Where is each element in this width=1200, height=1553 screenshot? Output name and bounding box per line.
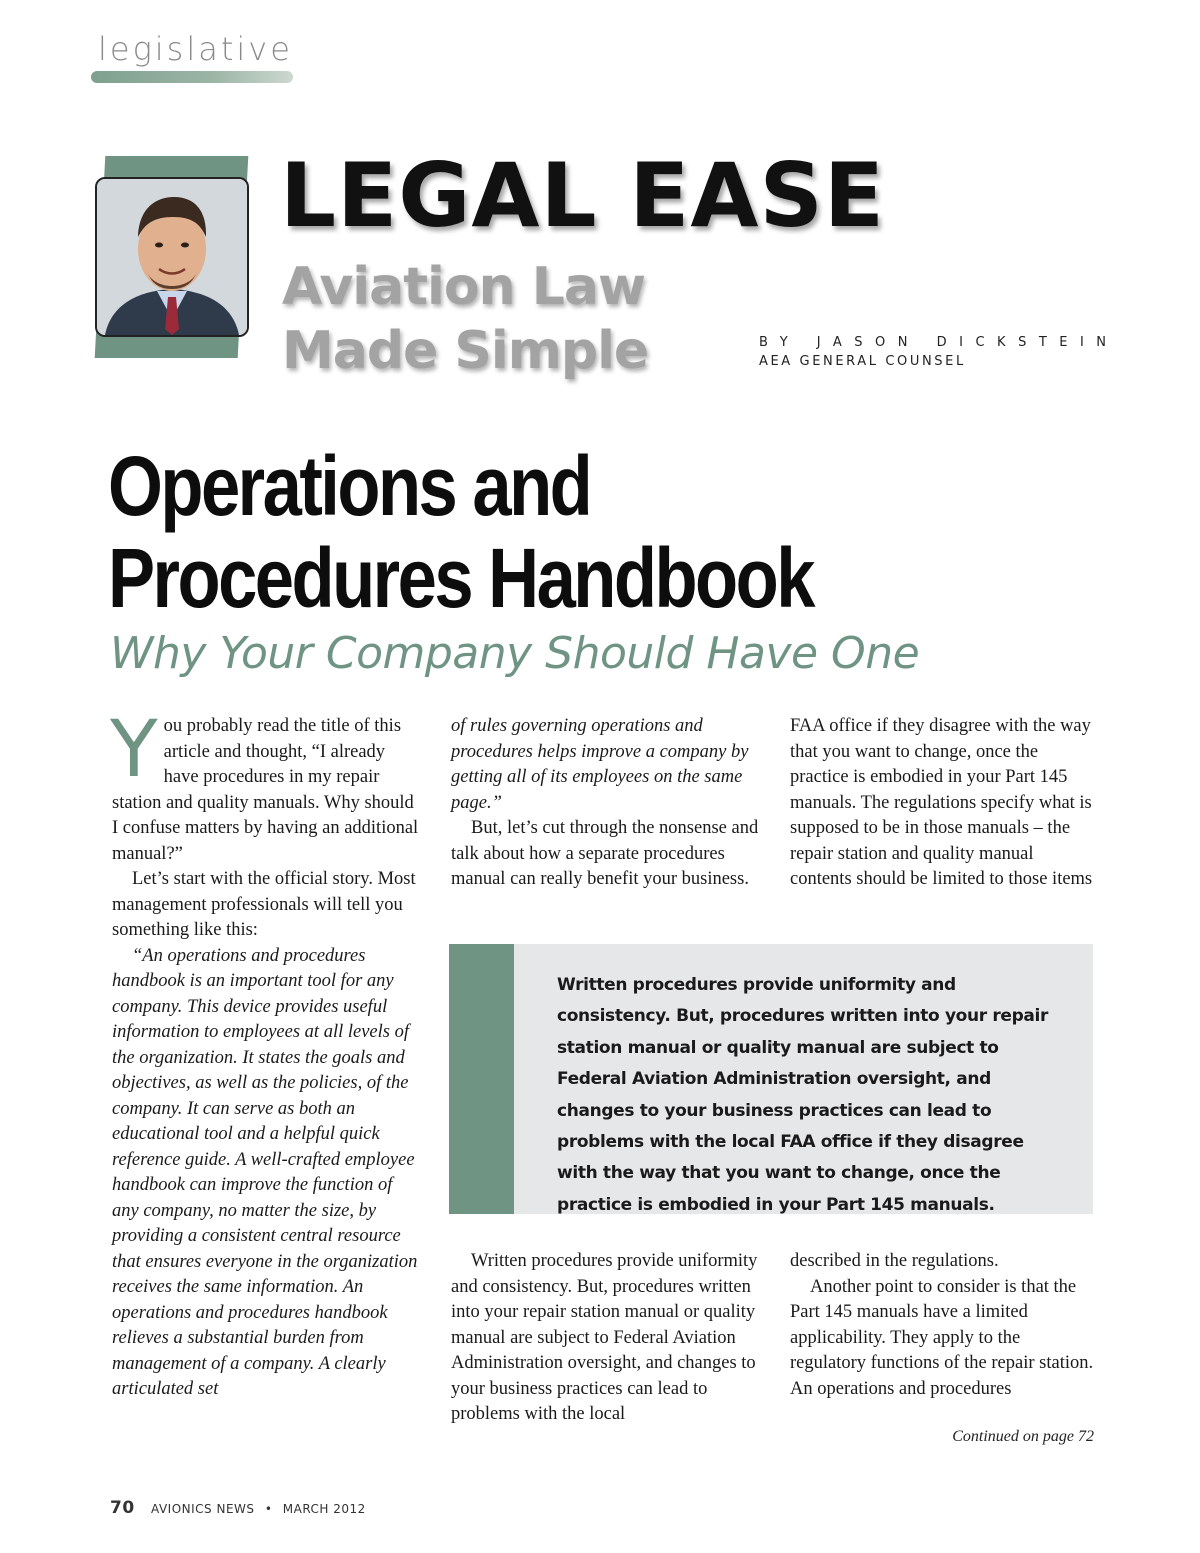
paragraph-intro-text: ou probably read the title of this article and thought, “I already have procedures in my repair station and quality manuals. Why should I confuse matters by having an additional manual?” [112, 716, 419, 864]
article-column-3-bottom [790, 1249, 1095, 1402]
continued-note: Continued on page 72 [952, 1428, 1094, 1445]
paragraph-quote-continued: of rules governing operations and procedures helps improve a company by getting all of its employees on the same page.” [451, 716, 749, 813]
article-column-1 [110, 705, 422, 1403]
pull-quote-accent-bar [449, 944, 514, 1214]
section-underline-bar [91, 71, 293, 83]
byline-role: AEA GENERAL COUNSEL [759, 354, 966, 369]
article-deck: Why Your Company Should Have One [110, 628, 920, 679]
article-headline [108, 440, 813, 624]
paragraph-another-point: Another point to consider is that the Part 145 manuals have a limited applicability. They apply to the regulatory functions of the repair station. An operations and procedures [790, 1276, 1094, 1399]
paragraph-quote: “An operations and procedures handbook is an important tool for any company. This device provides useful information to employees at all levels of the organization. It states the goals and objectives, as well as the policies, of the company. It can serve as both an educational tool and a helpful quick reference guide. A well-crafted employee handbook can improve the function of any company, no matter the size, by providing a consistent central resource that ensures everyone in the organization receives the same information. An operations and procedures handbook relieves a substantial burden from management of a company. A clearly articulated set [112, 945, 418, 1399]
drop-cap: Y [110, 705, 158, 795]
article-column-2-bottom [451, 1249, 761, 1428]
column-subtitle-line2: Made Simple [282, 321, 649, 381]
article-column-2-top [451, 714, 761, 893]
paragraph-official-story: Let’s start with the official story. Most management professionals will tell you something like this: [112, 869, 416, 940]
column-subtitle-line1: Aviation Law [282, 257, 645, 317]
paragraph-faa-office: FAA office if they disagree with the way that you want to change, once the practice is embodied in your Part 145 manuals. The regulations specify what is supposed to be in those manuals – the repair station and quality manual contents should be limited to those items [790, 716, 1093, 889]
paragraph-cut-through: But, let’s cut through the nonsense and talk about how a separate procedures manual can really benefit your business. [451, 818, 759, 889]
article-column-3-top [790, 714, 1095, 893]
author-photo-illustration [97, 179, 247, 335]
headline-line1: Operations and [108, 439, 591, 533]
publication-name: AVIONICS NEWS [151, 1502, 255, 1516]
footer-separator: • [264, 1502, 273, 1516]
issue-date: MARCH 2012 [282, 1502, 366, 1516]
paragraph-intro [110, 705, 422, 867]
section-tag: legislative [98, 30, 293, 68]
paragraph-regulations: described in the regulations. [790, 1251, 999, 1271]
page-number: 70 [110, 1498, 135, 1518]
pull-quote-text: Written procedures provide uniformity and consistency. But, procedures written into your repair station manual or quality manual are subject to Federal Aviation Administration oversight, and changes to your business practices can lead to problems with the local FAA office if they disagree with the way that you want to change, once the practice is embodied in your Part 145 manuals. [557, 975, 1049, 1215]
column-title: LEGAL EASE [280, 144, 885, 247]
author-portrait [95, 177, 249, 337]
paragraph-written-procedures: Written procedures provide uniformity and consistency. But, procedures written into your repair station manual or quality manual are subject to Federal Aviation Administration oversight, and changes to your business practices can lead to problems with the local [451, 1251, 758, 1424]
page-footer [110, 1498, 366, 1518]
headline-line2: Procedures Handbook [108, 531, 813, 625]
byline-author: BY JASON DICKSTEIN [759, 335, 1119, 350]
column-subtitle [282, 255, 648, 383]
